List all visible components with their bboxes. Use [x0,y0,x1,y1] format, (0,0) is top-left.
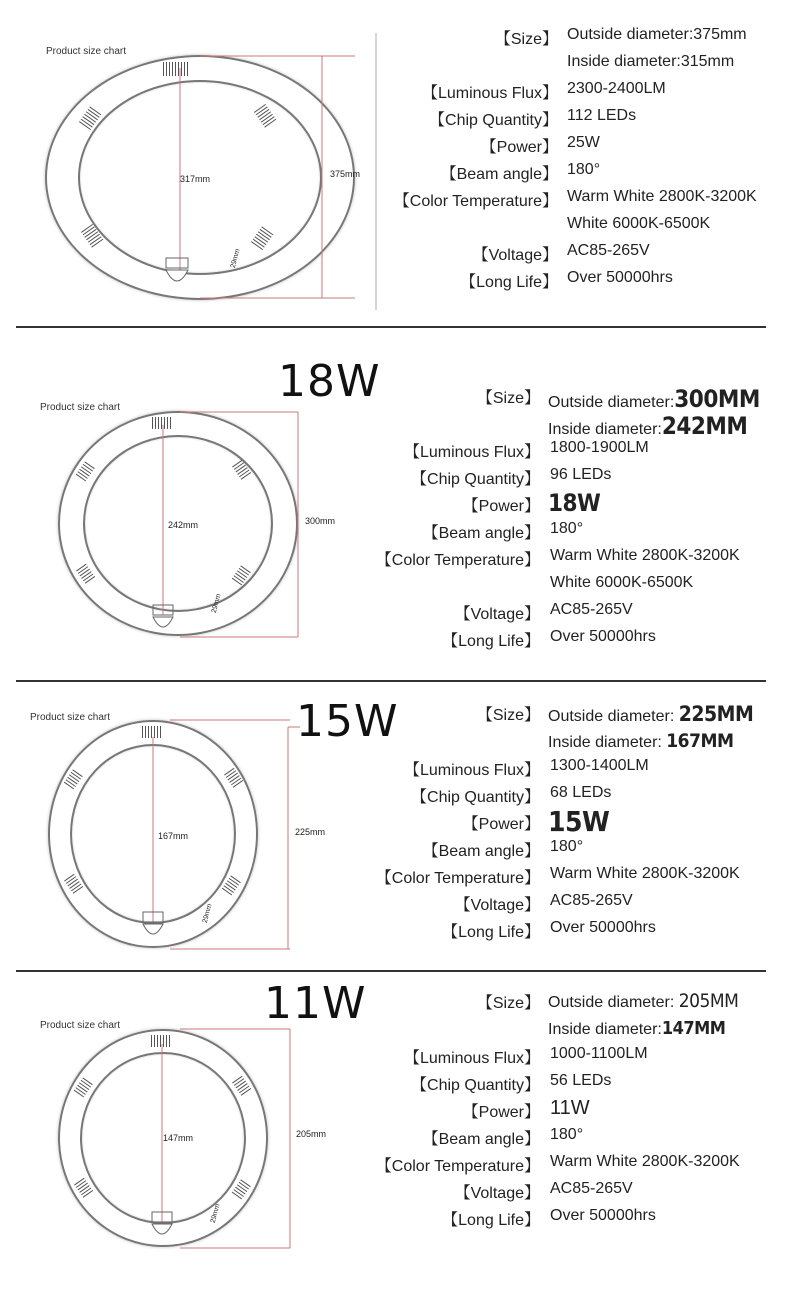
inner-diameter-label: 167mm [158,831,189,841]
spec-value-emphasis: 147MM [661,1018,726,1039]
tube-diameter-label: 29mm [209,1203,222,1224]
spec-value-emphasis: 242MM [661,412,748,440]
spec-section-25w [0,0,800,330]
spec-key: 【Voltage】 [454,606,540,623]
spec-key: 【Long Life】 [442,1212,540,1229]
wattage-heading: 11W [264,978,367,1029]
spec-key: 【Chip Quantity】 [411,471,540,488]
spec-value: Over 50000hrs [550,628,656,645]
led-strip-top [152,416,176,428]
spec-key: 【Power】 [462,816,540,833]
spec-value: Outside diameter: [548,708,679,725]
spec-value-emphasis: 167MM [666,730,734,752]
spec-value-group [548,990,738,1012]
spec-value-emphasis: 205MM [678,990,739,1012]
spec-value: 1800-1900LM [550,439,649,456]
spec-key: 【Luminous Flux】 [403,1050,540,1067]
spec-key: 【Color Temperature】 [375,1158,540,1175]
spec-value: Inside diameter:315mm [567,53,735,70]
spec-key: 【Size】 [476,995,540,1012]
chart-label: Product size chart [46,46,127,57]
spec-value: 56 LEDs [550,1072,612,1089]
spec-key: 【Power】 [480,139,558,156]
led-strip-top [142,725,166,737]
spec-value-group [548,702,753,726]
spec-value-emphasis: 15W [548,805,610,838]
spec-value: 68 LEDs [550,784,612,801]
spec-value-emphasis: 18W [548,489,601,517]
chart-label: Product size chart [30,712,111,723]
spec-value: Inside diameter: [548,421,662,438]
spec-value: 180° [550,838,584,855]
spec-value: Over 50000hrs [550,919,656,936]
chart-label: Product size chart [40,402,121,413]
spec-value: 2300-2400LM [567,80,666,97]
spec-key: 【Long Life】 [460,274,558,291]
spec-key: 【Beam angle】 [422,1131,540,1148]
inner-diameter-label: 317mm [180,174,211,184]
spec-value: 180° [567,161,601,178]
spec-section-18w [0,330,800,680]
spec-key: 【Chip Quantity】 [411,789,540,806]
spec-value: 1000-1100LM [550,1045,648,1062]
spec-value: Outside diameter:375mm [567,26,747,43]
spec-value: Outside diameter: [548,394,675,411]
spec-key: 【Color Temperature】 [375,870,540,887]
spec-value-emphasis: 225MM [678,702,754,726]
spec-value-group [548,385,760,413]
dimension-lines [0,330,800,680]
spec-value: Warm White 2800K-3200K [567,188,757,205]
outer-diameter-label: 375mm [330,169,361,179]
wattage-heading: 18W [278,356,381,407]
spec-key: 【Luminous Flux】 [403,444,540,461]
outer-diameter-label: 205mm [296,1129,327,1139]
spec-key: 【Chip Quantity】 [411,1077,540,1094]
spec-key: 【Chip Quantity】 [429,112,558,129]
spec-value: White 6000K-6500K [567,215,711,232]
spec-key: 【Power】 [462,1104,540,1121]
spec-value-group [548,412,747,440]
spec-value: 180° [550,520,584,537]
spec-key: 【Size】 [476,390,540,407]
spec-value: 25W [567,134,600,151]
inner-diameter-label: 147mm [163,1133,194,1143]
spec-key: 【Voltage】 [454,1185,540,1202]
spec-key: 【Color Temperature】 [393,193,558,210]
spec-key: 【Color Temperature】 [375,552,540,569]
led-strip-top [151,1034,175,1046]
spec-value: 96 LEDs [550,466,612,483]
spec-key: 【Voltage】 [454,897,540,914]
spec-key: 【Size】 [494,31,558,48]
spec-value: Warm White 2800K-3200K [550,865,740,882]
tube-diameter-label: 29mm [210,593,223,614]
tube-diameter-label: 29mm [201,903,214,924]
spec-value: AC85-265V [550,601,633,618]
spec-value: 11W [550,1097,590,1119]
spec-value: Warm White 2800K-3200K [550,1153,740,1170]
spec-value: Over 50000hrs [550,1207,656,1224]
spec-key: 【Beam angle】 [440,166,558,183]
spec-section-15w [0,682,800,970]
section-divider [16,326,766,328]
led-strip-top [163,62,193,76]
spec-value: AC85-265V [550,892,633,909]
spec-value: White 6000K-6500K [550,574,694,591]
wattage-heading: 15W [296,696,399,747]
spec-key: 【Luminous Flux】 [403,762,540,779]
spec-value-emphasis: 300MM [674,385,760,413]
spec-key: 【Long Life】 [442,924,540,941]
spec-value: AC85-265V [550,1180,633,1197]
spec-key: 【Voltage】 [472,247,558,264]
spec-value: Inside diameter: [548,1021,662,1038]
outer-diameter-label: 225mm [295,827,326,837]
dimension-lines [0,0,800,330]
spec-value: 1300-1400LM [550,757,649,774]
spec-key: 【Beam angle】 [422,843,540,860]
spec-value: Outside diameter: [548,994,679,1011]
spec-value: AC85-265V [567,242,650,259]
spec-key: 【Size】 [476,707,540,724]
spec-key: 【Long Life】 [442,633,540,650]
spec-value: Inside diameter: [548,734,667,751]
spec-value: Over 50000hrs [567,269,673,286]
spec-key: 【Luminous Flux】 [421,85,558,102]
spec-value: Warm White 2800K-3200K [550,547,740,564]
spec-section-11w [0,972,800,1292]
spec-value: 180° [550,1126,584,1143]
spec-value-group [548,1018,725,1039]
spec-value: 112 LEDs [567,107,637,124]
spec-value-group [548,730,734,752]
outer-diameter-label: 300mm [305,516,336,526]
chart-label: Product size chart [40,1020,121,1031]
inner-diameter-label: 242mm [168,520,199,530]
spec-key: 【Power】 [462,498,540,515]
tube-diameter-label: 29mm [229,248,242,269]
spec-key: 【Beam angle】 [422,525,540,542]
